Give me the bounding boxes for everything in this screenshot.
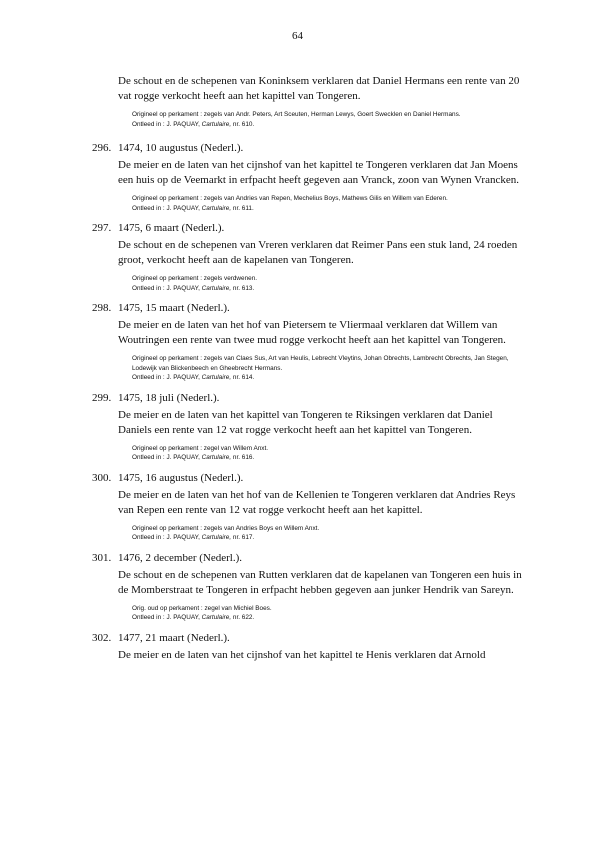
entry-299 [92, 391, 524, 463]
entry-summary: De meier en de laten van het cijnshof van het kapittel te Henis verklaren dat Arnold [118, 648, 486, 661]
entry-notes [132, 274, 524, 293]
original-note: Origineel op perkament : zegels verdwenen. [132, 275, 258, 282]
entry-summary: De schout en de schepenen van Rutten verklaren dat de kapelanen van Tongeren een huis in de Momberstraat te Tongeren in erfpacht hebben gegeven aan junker Hendrik van Sareyn. [118, 568, 522, 596]
entry-date: 1475, 18 juli (Nederl.). [118, 391, 220, 404]
entry-date: 1475, 16 augustus (Nederl.). [118, 471, 244, 484]
entry-heading [92, 631, 524, 646]
page-content [92, 74, 524, 671]
entry-300 [92, 471, 524, 543]
edition-suffix: nr. 617. [232, 534, 255, 541]
entry-date: 1475, 6 maart (Nederl.). [118, 222, 225, 234]
edition-title: Cartulaire, [201, 204, 232, 212]
edition-title: Cartulaire, [201, 120, 232, 128]
intro-summary: De schout en de schepenen van Koninksem verklaren dat Daniel Hermans een rente van 20 vat rogge verkocht heeft aan het kapittel van Tongeren. [118, 75, 520, 102]
edition-prefix: Ontleed in : J. PAQUAY, [132, 534, 200, 541]
edition-note [132, 204, 524, 214]
original-note: Origineel op perkament : zegel van Willem Anxt. [132, 444, 269, 452]
entry-number: 297. [92, 222, 112, 234]
intro-block [92, 74, 524, 129]
entry-date: 1477, 21 maart (Nederl.). [118, 631, 230, 644]
edition-prefix: Ontleed in : J. PAQUAY, [132, 614, 200, 621]
edition-note [132, 284, 524, 294]
entry-number: 296. [92, 142, 112, 154]
original-note: Orig. oud op perkament : zegel van Michiel Boes. [132, 604, 272, 612]
entry-notes [132, 604, 524, 623]
edition-prefix: Ontleed in : J. PAQUAY, [132, 284, 200, 292]
page-number: 64 [292, 30, 303, 42]
entry-date: 1476, 2 december (Nederl.). [118, 551, 243, 564]
original-note: Origineel op perkament : zegels van Andries van Repen, Mechelius Boys, Mathews Gilis en Willem van Ederen. [132, 195, 448, 202]
edition-suffix: nr. 616. [232, 454, 255, 461]
edition-note [132, 533, 524, 543]
entry-summary: De meier en de laten van het cijnshof van het kapittel te Tongeren verklaren dat Jan Moens een huis op de Veemarkt in erfpacht heeft gegeven aan Vranck, zoon van Wynen Vrancken. [118, 159, 519, 186]
entry-302 [92, 631, 524, 663]
edition-suffix: nr. 610. [232, 120, 255, 128]
entry-date: 1475, 15 maart (Nederl.). [118, 302, 230, 314]
edition-note [132, 613, 524, 623]
entry-summary: De meier en de laten van het hof van Pietersem te Vliermaal verklaren dat Willem van Woutringen een rente van twee mud rogge verkocht heeft aan het kapittel van Tongeren. [118, 319, 506, 346]
entry-number: 299. [92, 391, 112, 404]
intro-notes [132, 110, 524, 129]
entry-notes [132, 524, 524, 543]
entry-number: 298. [92, 302, 112, 314]
edition-note [132, 120, 524, 130]
edition-prefix: Ontleed in : J. PAQUAY, [132, 204, 200, 212]
entry-296 [92, 141, 524, 213]
edition-title: Cartulaire, [201, 534, 232, 541]
edition-note [132, 453, 524, 463]
entry-heading [92, 221, 524, 236]
entry-summary: De meier en de laten van het kapittel van Tongeren te Riksingen verklaren dat Daniel Daniels een rente van 12 vat rogge verkocht heeft aan het kapittel van Tongeren. [118, 408, 493, 436]
entry-number: 302. [92, 631, 112, 644]
entry-summary: De schout en de schepenen van Vreren verklaren dat Reimer Pans een stuk land, 24 roeden groot, verkocht heeft aan de kapelanen van Tongeren. [118, 239, 518, 266]
edition-prefix: Ontleed in : J. PAQUAY, [132, 120, 200, 128]
entry-heading [92, 391, 524, 406]
original-note: Origineel op perkament : zegels van Andries Boys en Willem Anxt. [132, 524, 320, 532]
edition-prefix: Ontleed in : J. PAQUAY, [132, 454, 200, 461]
edition-suffix: nr. 611. [232, 204, 254, 212]
entry-date: 1474, 10 augustus (Nederl.). [118, 142, 244, 154]
edition-title: Cartulaire, [201, 374, 232, 381]
original-note: Origineel op perkament : zegels van Andr. Peters, Art Sceuten, Herman Lewys, Goert Swecklen en Daniel Hermans. [132, 111, 461, 118]
edition-title: Cartulaire, [201, 614, 232, 621]
entry-notes [132, 354, 524, 383]
entry-heading [92, 551, 524, 566]
entry-heading [92, 471, 524, 486]
entry-notes [132, 444, 524, 463]
entry-number: 300. [92, 471, 112, 484]
entry-heading [92, 301, 524, 316]
edition-suffix: nr. 622. [232, 614, 255, 621]
entry-number: 301. [92, 551, 112, 564]
entry-297 [92, 221, 524, 293]
edition-suffix: nr. 614. [232, 374, 255, 381]
edition-note [132, 373, 524, 383]
original-note: Origineel op perkament : zegels van Claes Sus, Art van Heulis, Lebrecht Vleytins, Johan Obrechts, Lambrecht Obrechts, Jan Stegen, Lodewijk van Blickenbeech en Gheebrecht Hermans. [132, 355, 509, 372]
edition-prefix: Ontleed in : J. PAQUAY, [132, 374, 200, 381]
entry-301 [92, 551, 524, 623]
entry-notes [132, 194, 524, 213]
edition-title: Cartulaire, [201, 454, 232, 461]
entry-heading [92, 141, 524, 156]
entry-298 [92, 301, 524, 383]
edition-title: Cartulaire, [201, 284, 232, 292]
edition-suffix: nr. 613. [232, 284, 255, 292]
entry-summary: De meier en de laten van het hof van de Kellenien te Tongeren verklaren dat Andries Reys van Repen een rente van 12 vat rogge verkocht heeft aan het kapittel. [118, 488, 516, 516]
